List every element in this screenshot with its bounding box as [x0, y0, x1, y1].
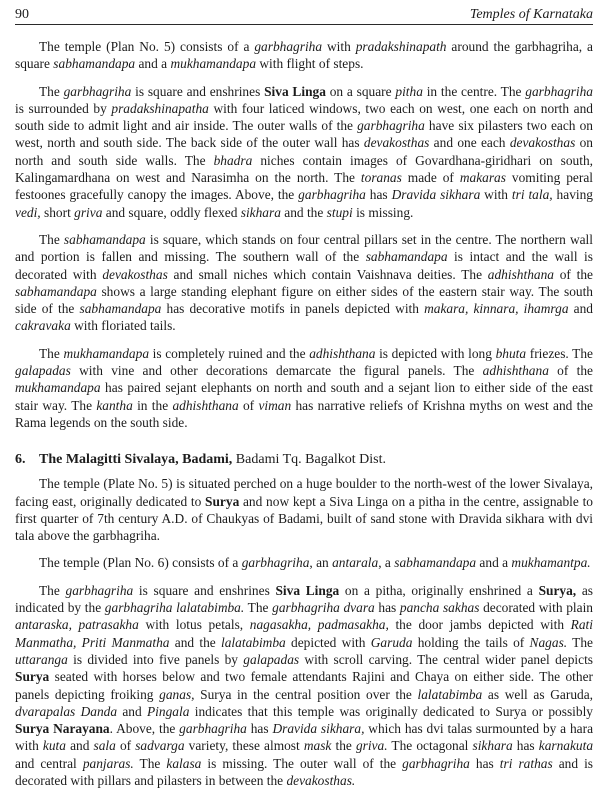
section-title: The Malagitti Sivalaya, Badami, [39, 452, 233, 468]
page-header [15, 0, 593, 25]
italic-term: sabhamandapa [394, 555, 477, 571]
italic-term: pradakshinapath [355, 39, 447, 54]
text-run: in the centre. The [422, 83, 526, 99]
text-run: vomiting peral festoones gracefully canopy the images. Above, the [15, 170, 593, 203]
text-run: with [322, 39, 356, 54]
italic-term: lalatabimba [221, 634, 286, 650]
bold-term: Surya, [538, 582, 577, 598]
text-run: Surya in the central position over the [194, 686, 418, 702]
italic-term: sikhara [472, 738, 513, 754]
page-body [15, 25, 593, 789]
italic-term: Nagas. [529, 634, 568, 650]
text-run: has [374, 600, 400, 616]
text-run: The temple (Plate No. 5) is situated perched on a huge boulder to the north-west of the lower Sivalaya, facing east, originally dedicated to [15, 476, 593, 509]
italic-term: mukhamandapa [63, 345, 150, 361]
text-run: and square, oddly flexed [102, 204, 241, 220]
text-run: and small niches which contain Vaishnava deities. The [167, 266, 488, 282]
text-run: on a square [325, 83, 396, 99]
text-run: as well as Garuda, [482, 686, 593, 702]
italic-term: lalatabimba [417, 686, 483, 702]
italic-term: devakosthas [509, 135, 576, 151]
text-run: has [365, 187, 392, 203]
text-run: The temple (Plan No. 6) consists of a [39, 555, 242, 571]
text-run: is square and enshrines [131, 83, 265, 99]
italic-term: pitha [395, 83, 423, 99]
text-run: and the [280, 204, 327, 220]
italic-term: mukhamandapa [170, 56, 257, 72]
text-run: with [480, 187, 512, 203]
text-run: and the [169, 634, 222, 650]
text-run: with four laticed windows, two each on west, one each on north and south side to admit light and air inside. The outer walls of the [15, 100, 593, 134]
italic-term: galapadas [15, 363, 71, 379]
italic-term: bhadra [213, 152, 253, 168]
text-run: has narrative reliefs of Krishna myths on west and the Rama legends on the south side. [15, 397, 593, 430]
text-run: and [65, 738, 94, 754]
paragraphs-after-section [15, 475, 593, 789]
italic-term: adhishthana [482, 363, 549, 379]
italic-term: makaras [459, 170, 506, 186]
text-run: has [469, 755, 500, 771]
italic-term: mukhamantpa. [511, 555, 591, 571]
text-run: short [40, 204, 75, 220]
text-run: on a pitha, originally enshrined a [339, 582, 539, 598]
italic-term: mukhamandapa [15, 380, 101, 396]
text-run: indicates that this temple was originally dedicated to Surya or possibly [189, 703, 593, 719]
italic-term: griva [74, 204, 103, 220]
italic-term: sabhamandapa [15, 283, 97, 299]
body-paragraph [15, 83, 593, 221]
italic-term: Dravida sikhara [391, 187, 481, 203]
italic-term: garbhagriha lalatabimba. [104, 600, 245, 616]
text-run: has paired sejant elephants on north and south and a sejant lion to either side of the east stair way. The [15, 380, 593, 413]
section-number: 6. [15, 452, 26, 468]
text-run: is divided into five panels by [67, 651, 244, 667]
italic-term: garbhagriha [357, 118, 425, 134]
text-run: on north and south side walls. The [15, 135, 593, 168]
text-run: in the [132, 397, 173, 413]
italic-term: kuta [42, 738, 66, 754]
text-run: , an [309, 555, 333, 571]
text-run: with flight of steps. [256, 56, 364, 72]
italic-term: karnakuta [538, 738, 594, 754]
text-run: variety, these almost [184, 738, 304, 754]
text-run: have six pilasters two each on west, north and south side. The back side of the outer wall has [15, 118, 593, 151]
italic-term: tri rathas [499, 755, 553, 771]
italic-term: kantha [96, 397, 133, 413]
italic-term: ganas, [159, 686, 195, 702]
body-paragraph [15, 554, 593, 571]
italic-term: adhishthana [172, 397, 239, 413]
text-run: with vine and other decorations demarcate the figural panels. The [70, 363, 483, 379]
italic-term: antarala [332, 555, 379, 571]
body-paragraph [15, 345, 593, 431]
text-run: which has dvi talas surmounted by a hara with [15, 721, 594, 754]
text-run: The [39, 582, 66, 598]
text-run: made of [401, 170, 460, 186]
italic-term: devakosthas [102, 266, 168, 282]
section-heading [15, 451, 593, 469]
italic-term: mask [303, 738, 332, 754]
section-location: Badami Tq. Bagalkot Dist. [232, 452, 387, 468]
italic-term: sabhamandapa [365, 249, 448, 265]
italic-term: makara, kinnara, ihamrga [424, 301, 569, 317]
text-run: The [39, 83, 64, 99]
italic-term: Rati Manmatha, Priti Manmatha [15, 617, 593, 650]
italic-term: garbhagriha [65, 582, 134, 598]
text-run: niches contain images of Govardhana-giridhari on south, Kalingamardhana on west and Narasimha on the north. The [15, 152, 594, 186]
paragraphs-before-section [15, 38, 593, 431]
text-run: The octagonal [387, 738, 473, 754]
text-run: seated with horses below and two female attendants Rajini and Chaya on either side. The other panels depicting froiking [15, 669, 593, 702]
italic-term: sabhamandapa [79, 301, 162, 317]
text-run: The [244, 600, 273, 616]
bold-term: Siva Linga [275, 582, 340, 598]
text-run: is missing. [352, 204, 414, 220]
text-run: around the garbhagriha, a square [15, 39, 593, 72]
text-run: has decorative motifs in panels depicted with [161, 301, 425, 317]
italic-term: garbhagriha [241, 555, 310, 571]
text-run: and [568, 301, 594, 317]
italic-term: Garuda [370, 634, 413, 650]
italic-term: kalasa [166, 755, 202, 771]
text-run: and is decorated with pillars and pilasters in between the [15, 755, 593, 788]
italic-term: garbhagriha [254, 39, 323, 54]
text-run: has [512, 738, 539, 754]
text-run: is square, which stands on four central pillars set in the centre. The northern wall and portion is fallen and missing. The southern wall of the [15, 231, 593, 265]
italic-term: garbhagriha [525, 83, 593, 99]
page-number: 90 [15, 7, 29, 22]
text-run: The temple (Plan No. 5) consists of a [39, 39, 255, 54]
body-paragraph [15, 475, 593, 544]
italic-term: sabhamandapa [53, 56, 136, 72]
italic-term: garbhagriha [179, 721, 247, 737]
text-run: has [246, 721, 273, 737]
text-run: of the [548, 363, 593, 379]
text-run: the [331, 738, 356, 754]
italic-term: devakosthas [363, 135, 430, 151]
text-run: is missing. The outer wall of the [201, 755, 403, 771]
text-run: of [238, 397, 259, 413]
italic-term: stupi [326, 204, 353, 220]
text-run: with lotus petals, [138, 617, 250, 633]
italic-term: griva. [355, 738, 388, 754]
text-run: . Above, the [109, 721, 180, 737]
italic-term: galapadas [243, 651, 300, 667]
text-run: and a [135, 56, 171, 72]
italic-term: dvarapalas Danda [15, 703, 118, 719]
running-head: Temples of Karnataka [469, 7, 593, 22]
italic-term: sikhara [240, 204, 281, 220]
text-run: and a [476, 555, 512, 571]
text-run: The [133, 755, 167, 771]
italic-term: panjaras. [82, 755, 134, 771]
body-paragraph [15, 231, 593, 335]
italic-term: vedi, [15, 204, 41, 220]
italic-term: adhishthana [309, 345, 376, 361]
italic-term: tri tala, [511, 187, 553, 203]
text-run: decorated with plain [479, 600, 594, 616]
italic-term: devakosthas. [286, 772, 356, 788]
italic-term: pradakshinapatha [111, 100, 209, 116]
italic-term: nagasakha, padmasakha, [249, 617, 389, 633]
text-run: is square and enshrines [133, 582, 276, 598]
bold-term: Surya [15, 669, 50, 685]
italic-term: sala [93, 738, 116, 754]
text-run: and central [15, 755, 83, 771]
text-run: of the [554, 266, 593, 282]
italic-term: uttaranga [15, 651, 68, 667]
italic-term: cakravaka [15, 318, 71, 334]
text-run: the door jambs depicted with [388, 617, 571, 633]
italic-term: sabhamandapa [63, 231, 146, 247]
text-run: and now kept a Siva Linga on a pitha in the centre, assignable to first quarter of 7th century A.D. of Chaukyas of Badami, built of sand stone with Dravida sikhara with dvi tala above the garbhagriha. [15, 493, 593, 544]
text-run: having [552, 187, 594, 203]
italic-term: toranas [360, 170, 402, 186]
italic-term: viman [258, 397, 292, 413]
italic-term: bhuta [495, 345, 527, 361]
italic-term: garbhagriha [63, 83, 132, 99]
italic-term: garbhagriha [298, 187, 366, 203]
italic-term: adhishthana [487, 266, 554, 282]
italic-term: antaraska, patrasakha [15, 617, 139, 633]
text-run: with scroll carving. The central wider panel depicts [299, 651, 593, 667]
body-paragraph [15, 38, 593, 73]
italic-term: Dravida sikhara, [272, 721, 365, 737]
text-run: of [115, 738, 136, 754]
text-run: The [39, 345, 64, 361]
text-run: , a [378, 555, 395, 571]
text-run: is intact and the wall is decorated with [15, 249, 593, 282]
text-run: shows a large standing elephant figure on either sides of the eastern stair way. The south side of the [15, 283, 593, 317]
text-run: The [567, 634, 593, 650]
bold-term: Siva Linga [264, 83, 326, 99]
italic-term: Pingala [147, 703, 190, 719]
text-run: and one each [429, 135, 510, 151]
bold-term: Surya Narayana [15, 721, 110, 737]
italic-term: pancha sakhas [399, 600, 480, 616]
bold-term: Surya [205, 493, 240, 509]
text-run: is depicted with long [375, 345, 496, 361]
italic-term: garbhagriha [402, 755, 470, 771]
text-run: The [39, 231, 64, 247]
text-run: as indicated by the [15, 582, 593, 616]
text-run: with floriated tails. [70, 318, 176, 334]
italic-term: garbhagriha dvara [272, 600, 375, 616]
body-paragraph [15, 582, 593, 789]
text-run: holding the tails of [412, 634, 530, 650]
italic-term: sadvarga [135, 738, 185, 754]
text-run: and [117, 703, 147, 719]
text-run: is completely ruined and the [149, 345, 310, 361]
text-run: friezes. The [526, 345, 593, 361]
text-run: depicted with [285, 634, 371, 650]
text-run: is surrounded by [15, 100, 112, 116]
